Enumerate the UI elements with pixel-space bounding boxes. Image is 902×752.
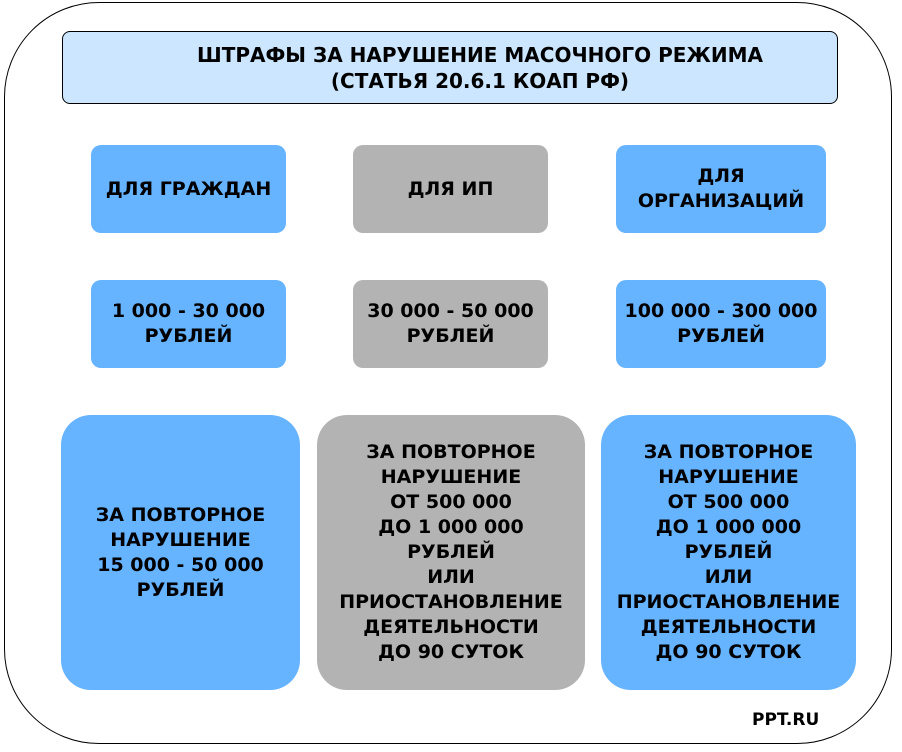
- repeat-fine-citizens: ЗА ПОВТОРНОЕ НАРУШЕНИЕ 15 000 - 50 000 РУБЛЕЙ: [61, 415, 300, 690]
- fine-organizations: 100 000 - 300 000 РУБЛЕЙ: [616, 280, 826, 368]
- header-organizations: ДЛЯ ОРГАНИЗАЦИЙ: [616, 145, 826, 233]
- repeat-fine-ip: ЗА ПОВТОРНОЕ НАРУШЕНИЕ ОТ 500 000 ДО 1 000 000 РУБЛЕЙ ИЛИ ПРИОСТАНОВЛЕНИЕ ДЕЯТЕЛЬНОСТИ ДО 90 СУТОК: [317, 415, 585, 690]
- header-citizens: ДЛЯ ГРАЖДАН: [91, 145, 286, 233]
- source-label: PPT.RU: [752, 710, 820, 730]
- diagram-title: ШТРАФЫ ЗА НАРУШЕНИЕ МАСОЧНОГО РЕЖИМА (СТАТЬЯ 20.6.1 КОАП РФ): [62, 31, 838, 104]
- fine-citizens: 1 000 - 30 000 РУБЛЕЙ: [91, 280, 286, 368]
- header-ip: ДЛЯ ИП: [353, 145, 548, 233]
- fine-ip: 30 000 - 50 000 РУБЛЕЙ: [353, 280, 548, 368]
- repeat-fine-organizations: ЗА ПОВТОРНОЕ НАРУШЕНИЕ ОТ 500 000 ДО 1 000 000 РУБЛЕЙ ИЛИ ПРИОСТАНОВЛЕНИЕ ДЕЯТЕЛЬНОСТИ ДО 90 СУТОК: [601, 415, 856, 690]
